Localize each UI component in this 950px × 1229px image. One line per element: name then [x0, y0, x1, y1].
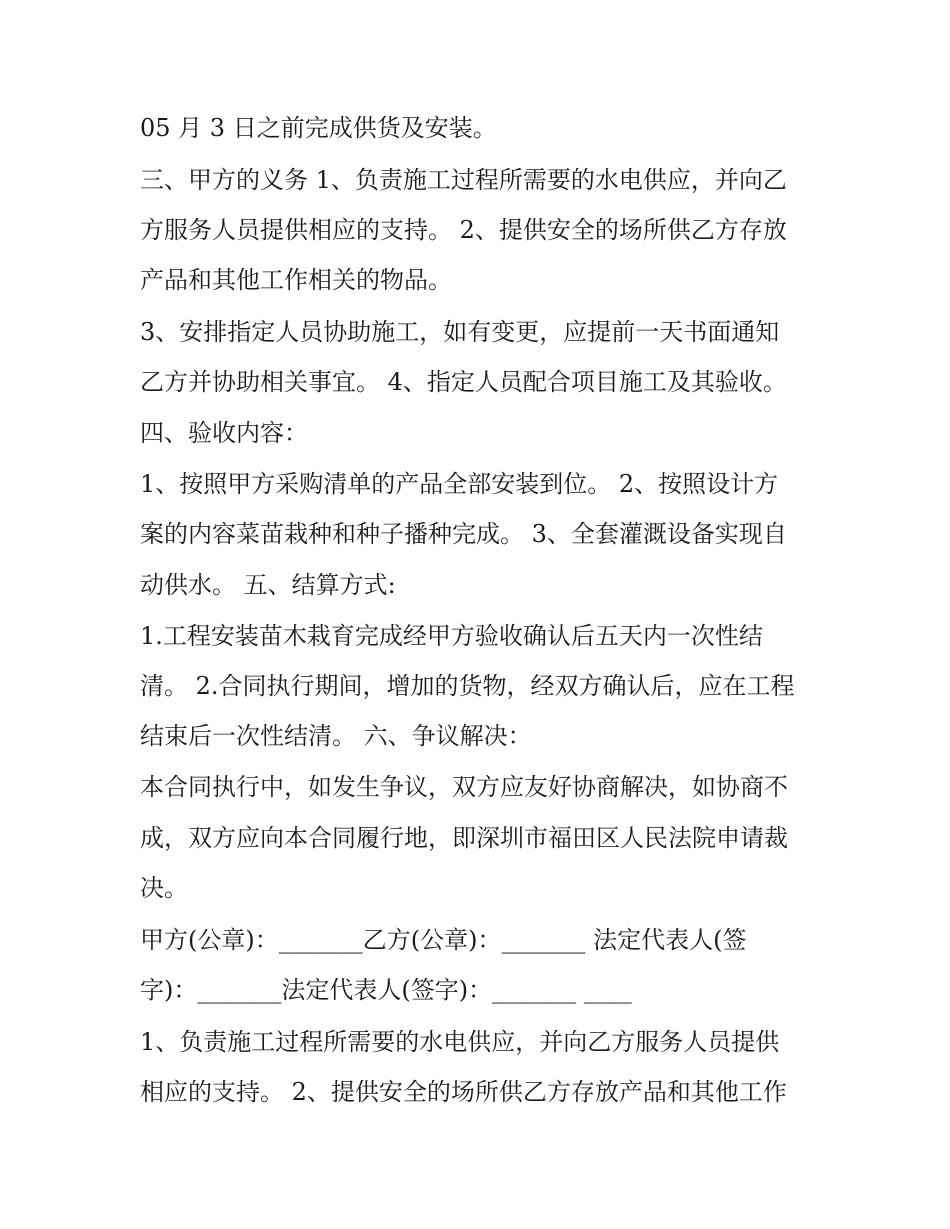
text-line-5: 3、安排指定人员协助施工，如有变更，应提前一天书面通知: [140, 318, 780, 346]
text-line-13: 结束后一次性结清。 六、争议解决：: [140, 722, 532, 750]
text-line-3: 方服务人员提供相应的支持。 2、提供安全的场所供乙方存放: [140, 216, 787, 244]
text-line-14: 本合同执行中，如发生争议，双方应友好协商解决，如协商不: [140, 773, 788, 801]
text-line-11: 1.工程安装苗木栽育完成经甲方验收确认后五天内一次性结: [140, 622, 763, 650]
text-line-6: 乙方并协助相关事宜。 4、指定人员配合项目施工及其验收。: [140, 368, 787, 396]
text-line-2: 三、甲方的义务 1、负责施工过程所需要的水电供应，并向乙: [140, 166, 787, 194]
text-line-20: 相应的支持。 2、提供安全的场所供乙方存放产品和其他工作: [140, 1078, 787, 1106]
text-line-1: 05 月 3 日之前完成供货及安装。: [140, 114, 497, 142]
text-line-8: 1、按照甲方采购清单的产品全部安装到位。 2、按照设计方: [140, 470, 779, 498]
text-line-15: 成，双方应向本合同履行地，即深圳市福田区人民法院申请裁: [140, 824, 788, 852]
text-line-18: 字)：_______法定代表人(签字)：_______ ____: [140, 976, 632, 1004]
text-line-7: 四、验收内容：: [140, 419, 308, 447]
text-line-19: 1、负责施工过程所需要的水电供应，并向乙方服务人员提供: [140, 1028, 780, 1056]
text-line-16: 决。: [140, 874, 188, 902]
text-line-4: 产品和其他工作相关的物品。: [140, 266, 452, 294]
text-line-17: 甲方(公章)：_______乙方(公章)：_______ 法定代表人(签: [140, 926, 747, 954]
text-line-9: 案的内容菜苗栽种和种子播种完成。 3、全套灌溉设备实现自: [140, 520, 787, 548]
text-line-10: 动供水。 五、结算方式:: [140, 571, 396, 599]
text-line-12: 清。 2.合同执行期间，增加的货物，经双方确认后，应在工程: [140, 672, 795, 700]
